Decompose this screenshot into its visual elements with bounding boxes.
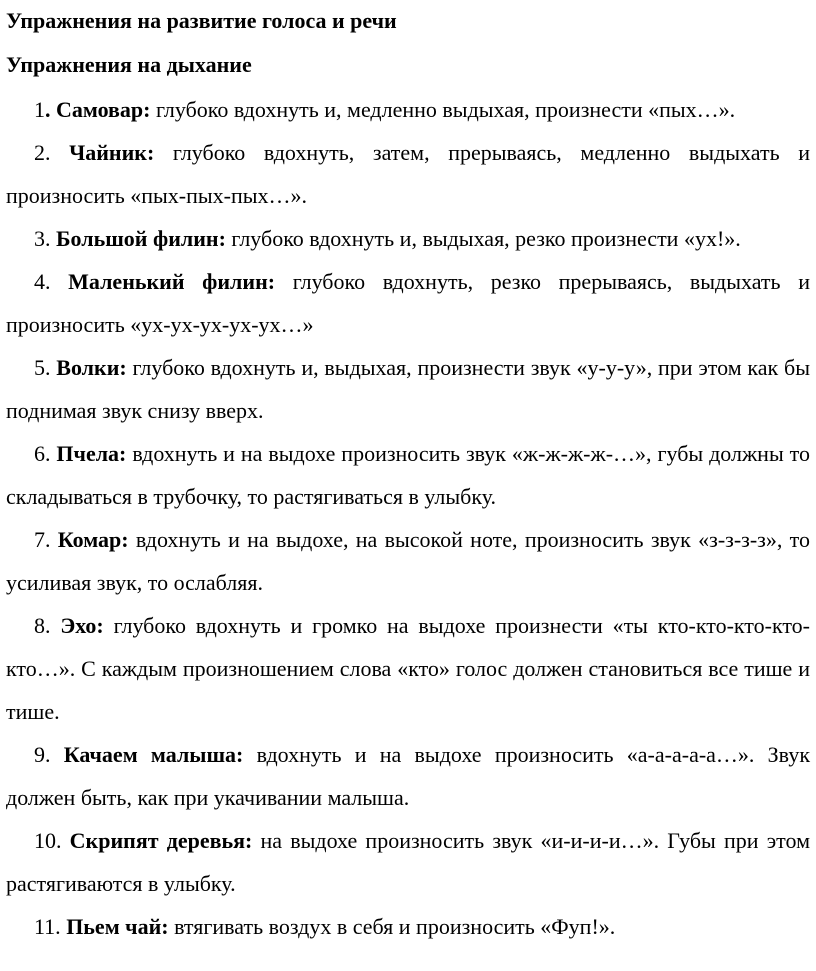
exercise-number: 3. [34,226,51,251]
exercise-number: 8. [34,613,51,638]
exercise-text: глубоко вдохнуть и, выдыхая, произнести звук «у-у-у», при этом как бы поднимая звук снизу вверх. [6,355,810,423]
exercise-term: Пчела: [50,441,127,466]
exercise-text: на выдохе произносить звук «и-и-и-и…». Губы при этом растягиваются в улыбку. [6,828,810,896]
document-title: Упражнения на развитие голоса и речи [6,8,397,33]
exercise-number: 4. [34,269,51,294]
exercise-text: глубоко вдохнуть и громко на выдохе произнести «ты кто-кто-кто-кто-кто…». С каждым произношением слова «кто» голос должен становиться все тише и тише. [6,613,810,724]
exercise-number: 2. [34,140,51,165]
exercise-item [6,346,810,432]
exercise-item [6,260,810,346]
exercise-number: 9. [34,742,51,767]
exercise-text: втягивать воздух в себя и произносить «Фуп!». [168,914,616,939]
exercise-text: глубоко вдохнуть, затем, прерываясь, медленно выдыхать и произносить «пых-пых-пых…». [6,140,810,208]
exercise-term: Комар: [50,527,129,552]
exercise-term: Маленький филин: [50,269,276,294]
exercise-item [6,819,810,905]
exercise-text: глубоко вдохнуть и, медленно выдыхая, произнести «пых…». [150,97,736,122]
exercise-number: 11. [34,914,61,939]
exercise-item [6,604,810,733]
exercise-text: вдохнуть и на выдохе, на высокой ноте, произносить звук «з-з-з-з», то усиливая звук, то ослабляя. [6,527,810,595]
exercise-text: глубоко вдохнуть и, выдыхая, резко произнести «ух!». [225,226,741,251]
exercise-term: Эхо: [50,613,104,638]
exercise-number: 10. [34,828,62,853]
exercise-term: Пьем чай: [60,914,169,939]
exercise-number: 7. [34,527,51,552]
exercise-item [6,217,810,260]
exercise-number: 6. [34,441,51,466]
section-heading: Упражнения на дыхание [6,52,252,77]
exercise-number: 5. [34,355,51,380]
exercise-text: вдохнуть и на выдохе произносить звук «ж-ж-ж-ж-…», губы должны то складываться в трубочку, то растягиваться в улыбку. [6,441,810,509]
exercise-term: Скрипят деревья: [61,828,253,853]
exercise-text: вдохнуть и на выдохе произносить «а-а-а-а-а…». Звук должен быть, как при укачивании малыша. [6,742,811,810]
exercise-item [6,88,810,131]
exercise-number: 1 [34,97,45,122]
exercise-text: глубоко вдохнуть, резко прерываясь, выдыхать и произносить «ух-ух-ух-ух-ух…» [6,269,810,337]
exercise-item [6,131,810,217]
exercise-item [6,518,810,604]
exercise-item [6,432,810,518]
exercise-item [6,905,810,948]
exercise-term: Большой филин: [50,226,226,251]
exercise-item [6,733,810,819]
exercise-term: Волки: [50,355,127,380]
exercise-term: . Самовар: [45,97,151,122]
exercise-term: Чайник: [50,140,155,165]
exercise-term: Качаем малыша: [50,742,244,767]
